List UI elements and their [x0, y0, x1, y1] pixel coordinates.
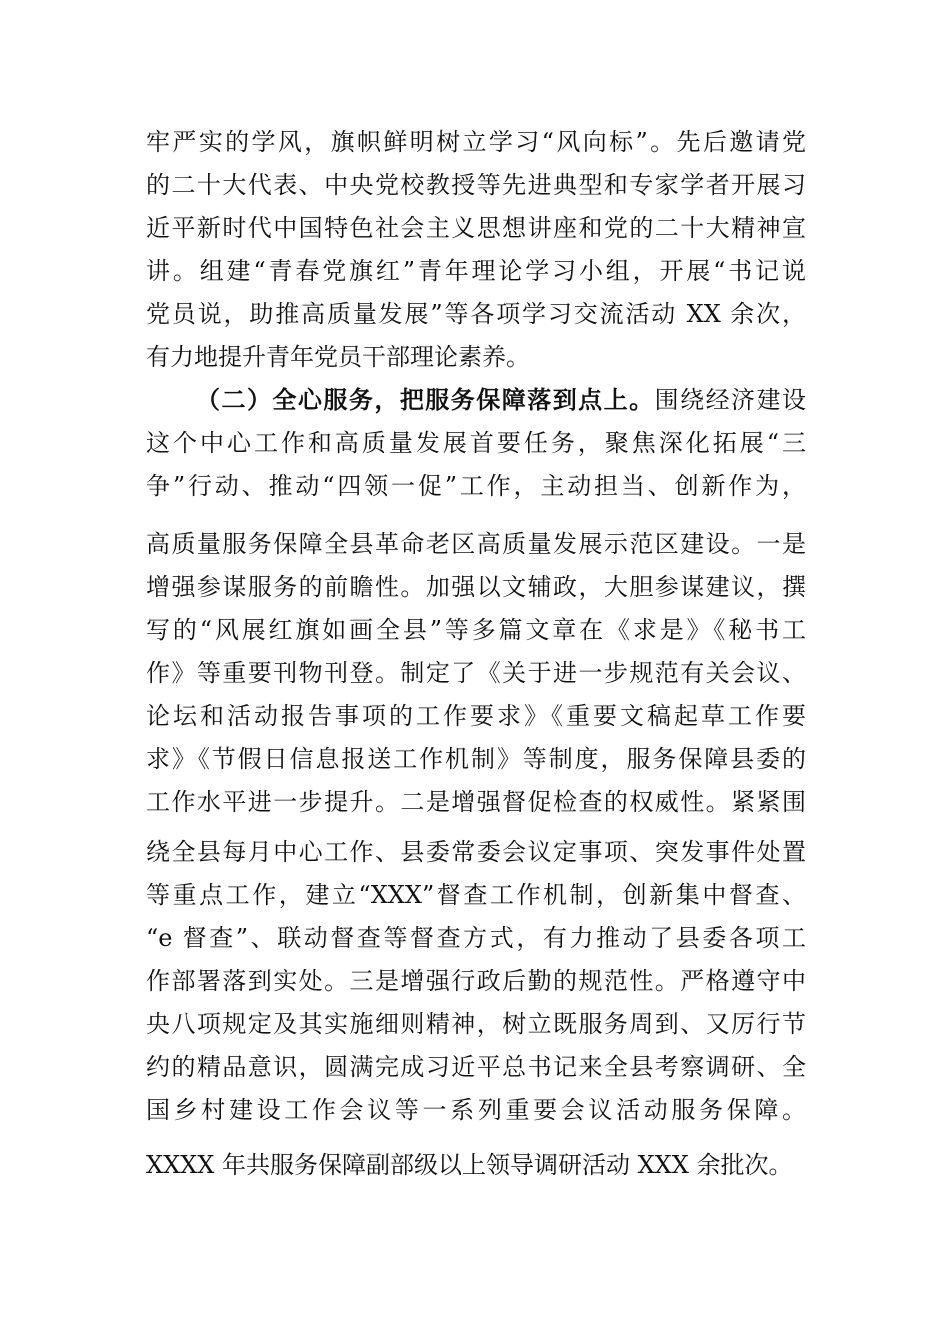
section-heading-line: [196, 380, 806, 420]
text-line: 写的“风展红旗如画全县”等多篇文章在《求是》《秘书工: [146, 616, 806, 644]
text-line: 等重点工作，建立“XXX”督查工作机制，创新集中督查、: [146, 881, 806, 909]
text-line: 高质量服务保障全县革命老区高质量发展示范区建设。一是: [146, 530, 806, 558]
text-line: 有力地提升青年党员干部理论素养。: [146, 343, 530, 371]
text-line: XXXX 年共服务保障副部级以上领导调研活动 XXX 余批次。: [146, 1151, 793, 1179]
text-line: 牢严实的学风，旗帜鲜明树立学习“风向标”。先后邀请党: [146, 128, 806, 156]
text-line: 党员说，助推高质量发展”等各项学习交流活动 XX 余次，: [146, 300, 806, 328]
text-line: 工作水平进一步提升。二是增强督促检查的权威性。紧紧围: [146, 788, 806, 816]
text-line: 讲。组建“青春党旗红”青年理论学习小组，开展“书记说: [146, 257, 806, 285]
text-line: 约的精品意识，圆满完成习近平总书记来全县考察调研、全: [146, 1053, 806, 1081]
text-line: 这个中心工作和高质量发展首要任务，聚焦深化拓展“三: [146, 429, 806, 457]
heading-line-rest: 围绕经济建设: [654, 386, 807, 414]
text-line: 求》《节假日信息报送工作机制》等制度，服务保障县委的: [146, 745, 806, 773]
text-line: 增强参谋服务的前瞻性。加强以文辅政，大胆参谋建议，撰: [146, 573, 806, 601]
text-line: 争”行动、推动“四领一促”工作，主动担当、创新作为，: [146, 472, 806, 500]
text-line: 的二十大代表、中央党校教授等先进典型和专家学者开展习: [146, 171, 806, 199]
text-line: “e 督查”、联动督查等督查方式，有力推动了县委各项工: [146, 924, 806, 952]
text-line: 绕全县每月中心工作、县委常委会议定事项、突发事件处置: [146, 838, 806, 866]
text-line: 央八项规定及其实施细则精神，树立既服务周到、又厉行节: [146, 1010, 806, 1038]
text-line: 论坛和活动报告事项的工作要求》《重要文稿起草工作要: [146, 702, 806, 730]
text-line: 作部署落到实处。三是增强行政后勤的规范性。严格遵守中: [146, 967, 806, 995]
text-line: 国乡村建设工作会议等一系列重要会议活动服务保障。: [146, 1096, 806, 1124]
text-line: 作》等重要刊物刊登。制定了《关于进一步规范有关会议、: [146, 659, 806, 687]
section-heading: （二）全心服务，把服务保障落到点上。: [196, 385, 655, 414]
text-line: 近平新时代中国特色社会主义思想讲座和党的二十大精神宣: [146, 214, 806, 242]
